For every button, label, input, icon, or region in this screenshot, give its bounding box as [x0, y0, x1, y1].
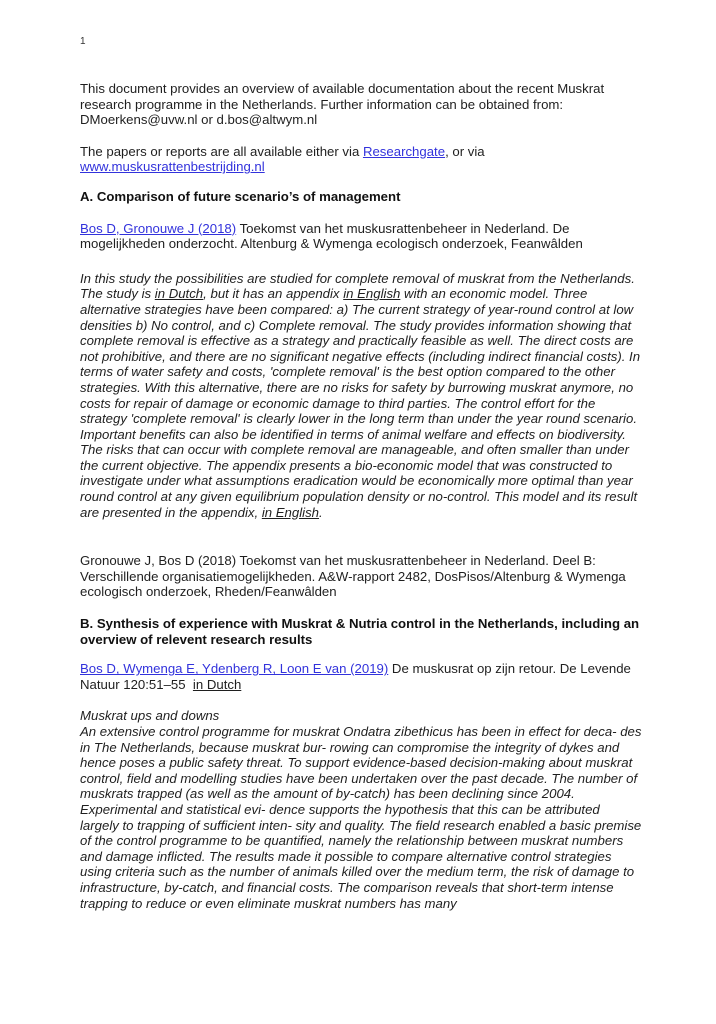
bos-gronouwe-2018-link[interactable]: Bos D, Gronouwe J (2018) — [80, 220, 237, 236]
text-segment: Toekomst van het muskusrattenbeheer in Nederland. De mogelijkheden onderzocht. Altenburg & Wymenga ecologisch onderzoek, Feanwâlden — [80, 220, 583, 252]
citation-gronouwe-bos-2018 — [80, 553, 642, 600]
page-number: 1 — [80, 36, 86, 47]
text-segment: The papers or reports are all available either via — [80, 143, 363, 159]
abstract-title-muskrat-ups-and-downs: Muskrat ups and downs — [80, 708, 220, 724]
text-segment: De muskusrat op zijn retour. De Levende Natuur 120:51–55 — [80, 661, 631, 692]
muskusrattenbestrijding-link[interactable]: www.muskusrattenbestrijding.nl — [80, 159, 265, 175]
text-segment: , or via — [445, 143, 485, 159]
text-segment: This document provides an overview of available documentation about the recent Muskrat research programme in the Netherlands. Further information can be obtained from: DMoerkens@uvw.nl or d.bos@altwym.nl — [80, 81, 605, 128]
text-segment: . — [319, 504, 323, 520]
text-segment: In this study the possibilities are studied for complete removal of muskrat from the Netherlands. The study is — [80, 270, 635, 302]
bos-wymenga-2019-link[interactable]: Bos D, Wymenga E, Ydenberg R, Loon E van (2019) — [80, 661, 389, 677]
abstract-section-a — [80, 271, 642, 521]
researchgate-link[interactable]: Researchgate — [362, 143, 446, 159]
abstract-section-b — [80, 724, 642, 911]
underlined-text: in English — [261, 504, 320, 520]
citation-bos-wymenga-2019 — [80, 661, 642, 692]
text-segment: An extensive control programme for muskrat Ondatra zibethicus has been in effect for deca- des in The Netherlands, because muskrat bur- rowing can compromise the integrity of dykes and hence poses a public safety threat. To support evidence-based decision-making about muskrat control, field and modelling studies have been undertaken over the past decade. The number of muskrats trapped (as well as the amount of by-catch) has been declining since 2004. Experimental and statistical evi- dence supports the hypothesis that this can be attributed largely to trapping of sufficient inten- sity and quality. The field research enabled a basic premise of the control programme to be quantified, namely the relationship between muskrat numbers and damage inflicted. The results made it possible to compare alternative control strategies using criteria such as the number of animals killed over the medium term, the risk of damage to infrastructure, by-catch, and financial costs. The comparison reveals that short-term intense trapping to reduce or even eliminate muskrat numbers has many — [80, 724, 642, 911]
text-column — [80, 36, 642, 911]
underlined-text: in English — [343, 286, 401, 302]
citation-bos-gronouwe-2018 — [80, 221, 642, 252]
underlined-text: in Dutch — [154, 286, 204, 302]
text-segment: with an economic model. Three alternative strategies have been compared: a) The current strategy of year-round control at low densities b) No control, and c) Complete removal. The study provides information showing that complete removal is effective as a strategy and practically feasible as well. The direct costs are not prohibitive, and there are no significant negative effects (including indirect financial costs). In terms of water safety and costs, 'complete removal' is the best option compared to the other strategies. With this alternative, there are no risks for safety by burrowing muskrat anymore, no costs for repair of damage or economic damage to third parties. The control effort for the strategy 'complete removal' is clearly lower in the long term than under the year round scenario. Important benefits can also be identified in terms of animal welfare and effects on biodiversity. The risks that can occur with complete removal are manageable, and often smaller than under the current objective. The appendix presents a bio-economic model that was constructed to investigate under what assumptions eradication would be economically more optimal than year round control at any given equilibrium population density or no-control. This model and its result are presented in the appendix, — [80, 286, 641, 520]
underlined-text: in Dutch — [192, 676, 242, 692]
intro-paragraph — [80, 81, 642, 128]
section-b-heading: B. Synthesis of experience with Muskrat & Nutria control in the Netherlands, including an overview of relevent research results — [80, 616, 640, 647]
section-a-heading: A. Comparison of future scenario’s of management — [80, 188, 401, 204]
availability-paragraph — [80, 144, 642, 175]
text-segment: , but it has an appendix — [203, 286, 344, 302]
text-segment: Gronouwe J, Bos D (2018) Toekomst van het muskusrattenbeheer in Nederland. Deel B: Verschillende organisatiemogelijkheden. A&W-rapport 2482, DosPisos/Altenburg & Wymenga ecologisch onderzoek, Rheden/Feanwâlden — [80, 553, 626, 600]
